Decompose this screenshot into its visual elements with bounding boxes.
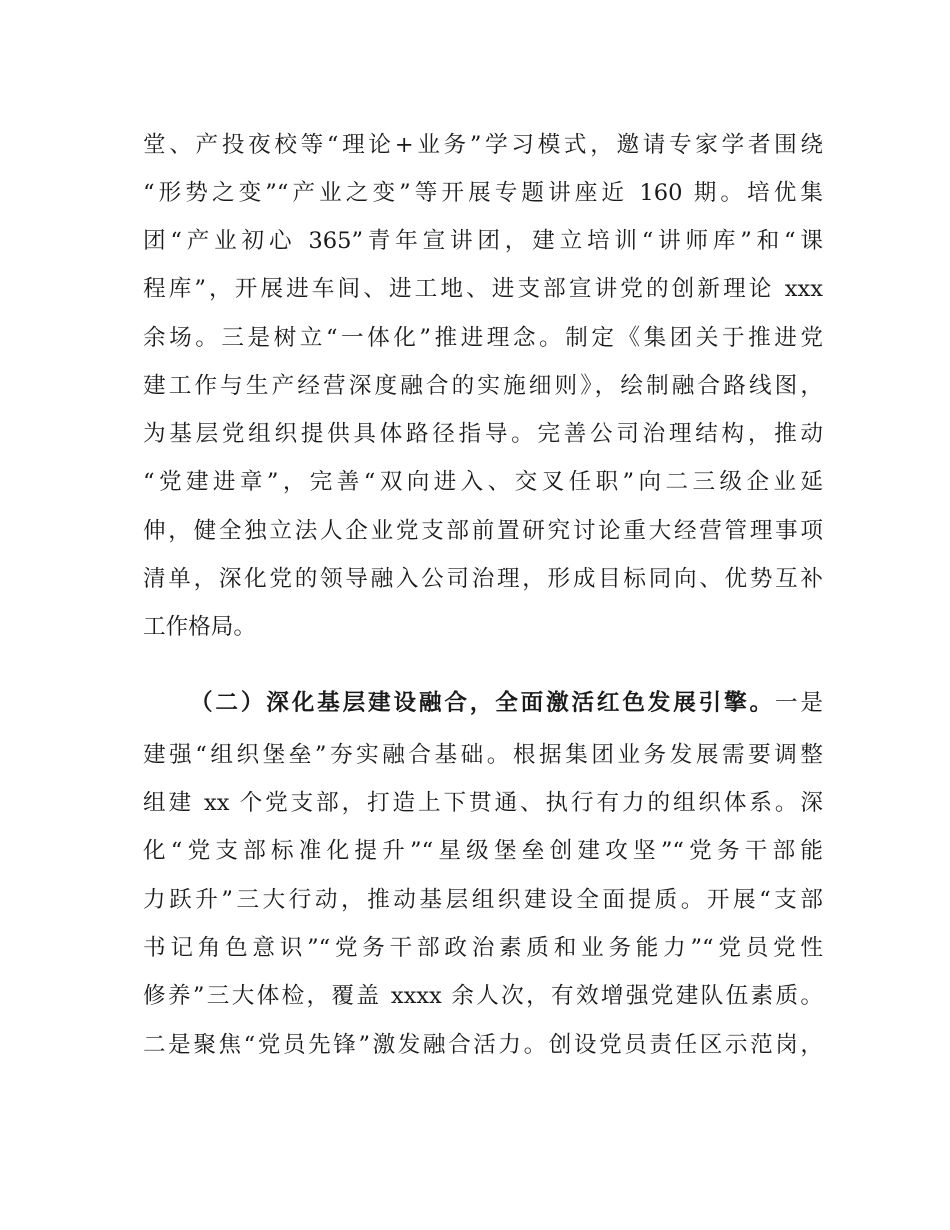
paragraph-1-line-10: 清单，深化党的领导融入公司治理，形成目标同向、优势互补 xyxy=(143,566,823,592)
paragraph-2-line-7: 二是聚焦“党员先锋”激发融合活力。创设党员责任区示范岗， xyxy=(143,1032,823,1058)
paragraph-1-line-5: 余场。三是树立“一体化”推进理念。制定《集团关于推进党 xyxy=(143,325,823,351)
section-heading-tail: 一是 xyxy=(774,690,824,716)
paragraph-1-line-3: 团“产业初心 365”青年宣讲团，建立培训“讲师库”和“课 xyxy=(143,228,823,254)
paragraph-2-line-6: 修养”三大体检，覆盖 xxxx 余人次，有效增强党建队伍素质。 xyxy=(143,983,823,1009)
section-heading: （二）深化基层建设融合，全面激活红色发展引擎。 xyxy=(190,690,775,716)
paragraph-1-line-9: 伸，健全独立法人企业党支部前置研究讨论重大经营管理事项 xyxy=(143,518,823,544)
paragraph-1-line-6: 建工作与生产经营深度融合的实施细则》，绘制融合路线图， xyxy=(143,373,823,399)
paragraph-2-line-1: 建强“组织堡垒”夯实融合基础。根据集团业务发展需要调整 xyxy=(143,742,823,768)
paragraph-1-line-11: 工作格局。 xyxy=(143,614,256,640)
section-heading-line xyxy=(190,686,823,720)
paragraph-1-line-2: “形势之变”“产业之变”等开展专题讲座近 160 期。培优集 xyxy=(143,180,823,206)
paragraph-1-line-7: 为基层党组织提供具体路径指导。完善公司治理结构，推动 xyxy=(143,421,823,447)
paragraph-1-line-1: 堂、产投夜校等“理论+业务”学习模式，邀请专家学者围绕 xyxy=(143,132,823,158)
paragraph-2-line-2: 组建 xx 个党支部，打造上下贯通、执行有力的组织体系。深 xyxy=(143,790,823,816)
paragraph-1-line-8: “党建进章”，完善“双向进入、交叉任职”向二三级企业延 xyxy=(143,469,823,495)
paragraph-2-line-3: 化“党支部标准化提升”“星级堡垒创建攻坚”“党务干部能 xyxy=(143,838,823,864)
paragraph-2-line-5: 书记角色意识”“党务干部政治素质和业务能力”“党员党性 xyxy=(143,935,823,961)
paragraph-2-line-4: 力跃升”三大行动，推动基层组织建设全面提质。开展“支部 xyxy=(143,887,823,913)
paragraph-1-line-4: 程库”，开展进车间、进工地、进支部宣讲党的创新理论 xxx xyxy=(143,276,823,302)
